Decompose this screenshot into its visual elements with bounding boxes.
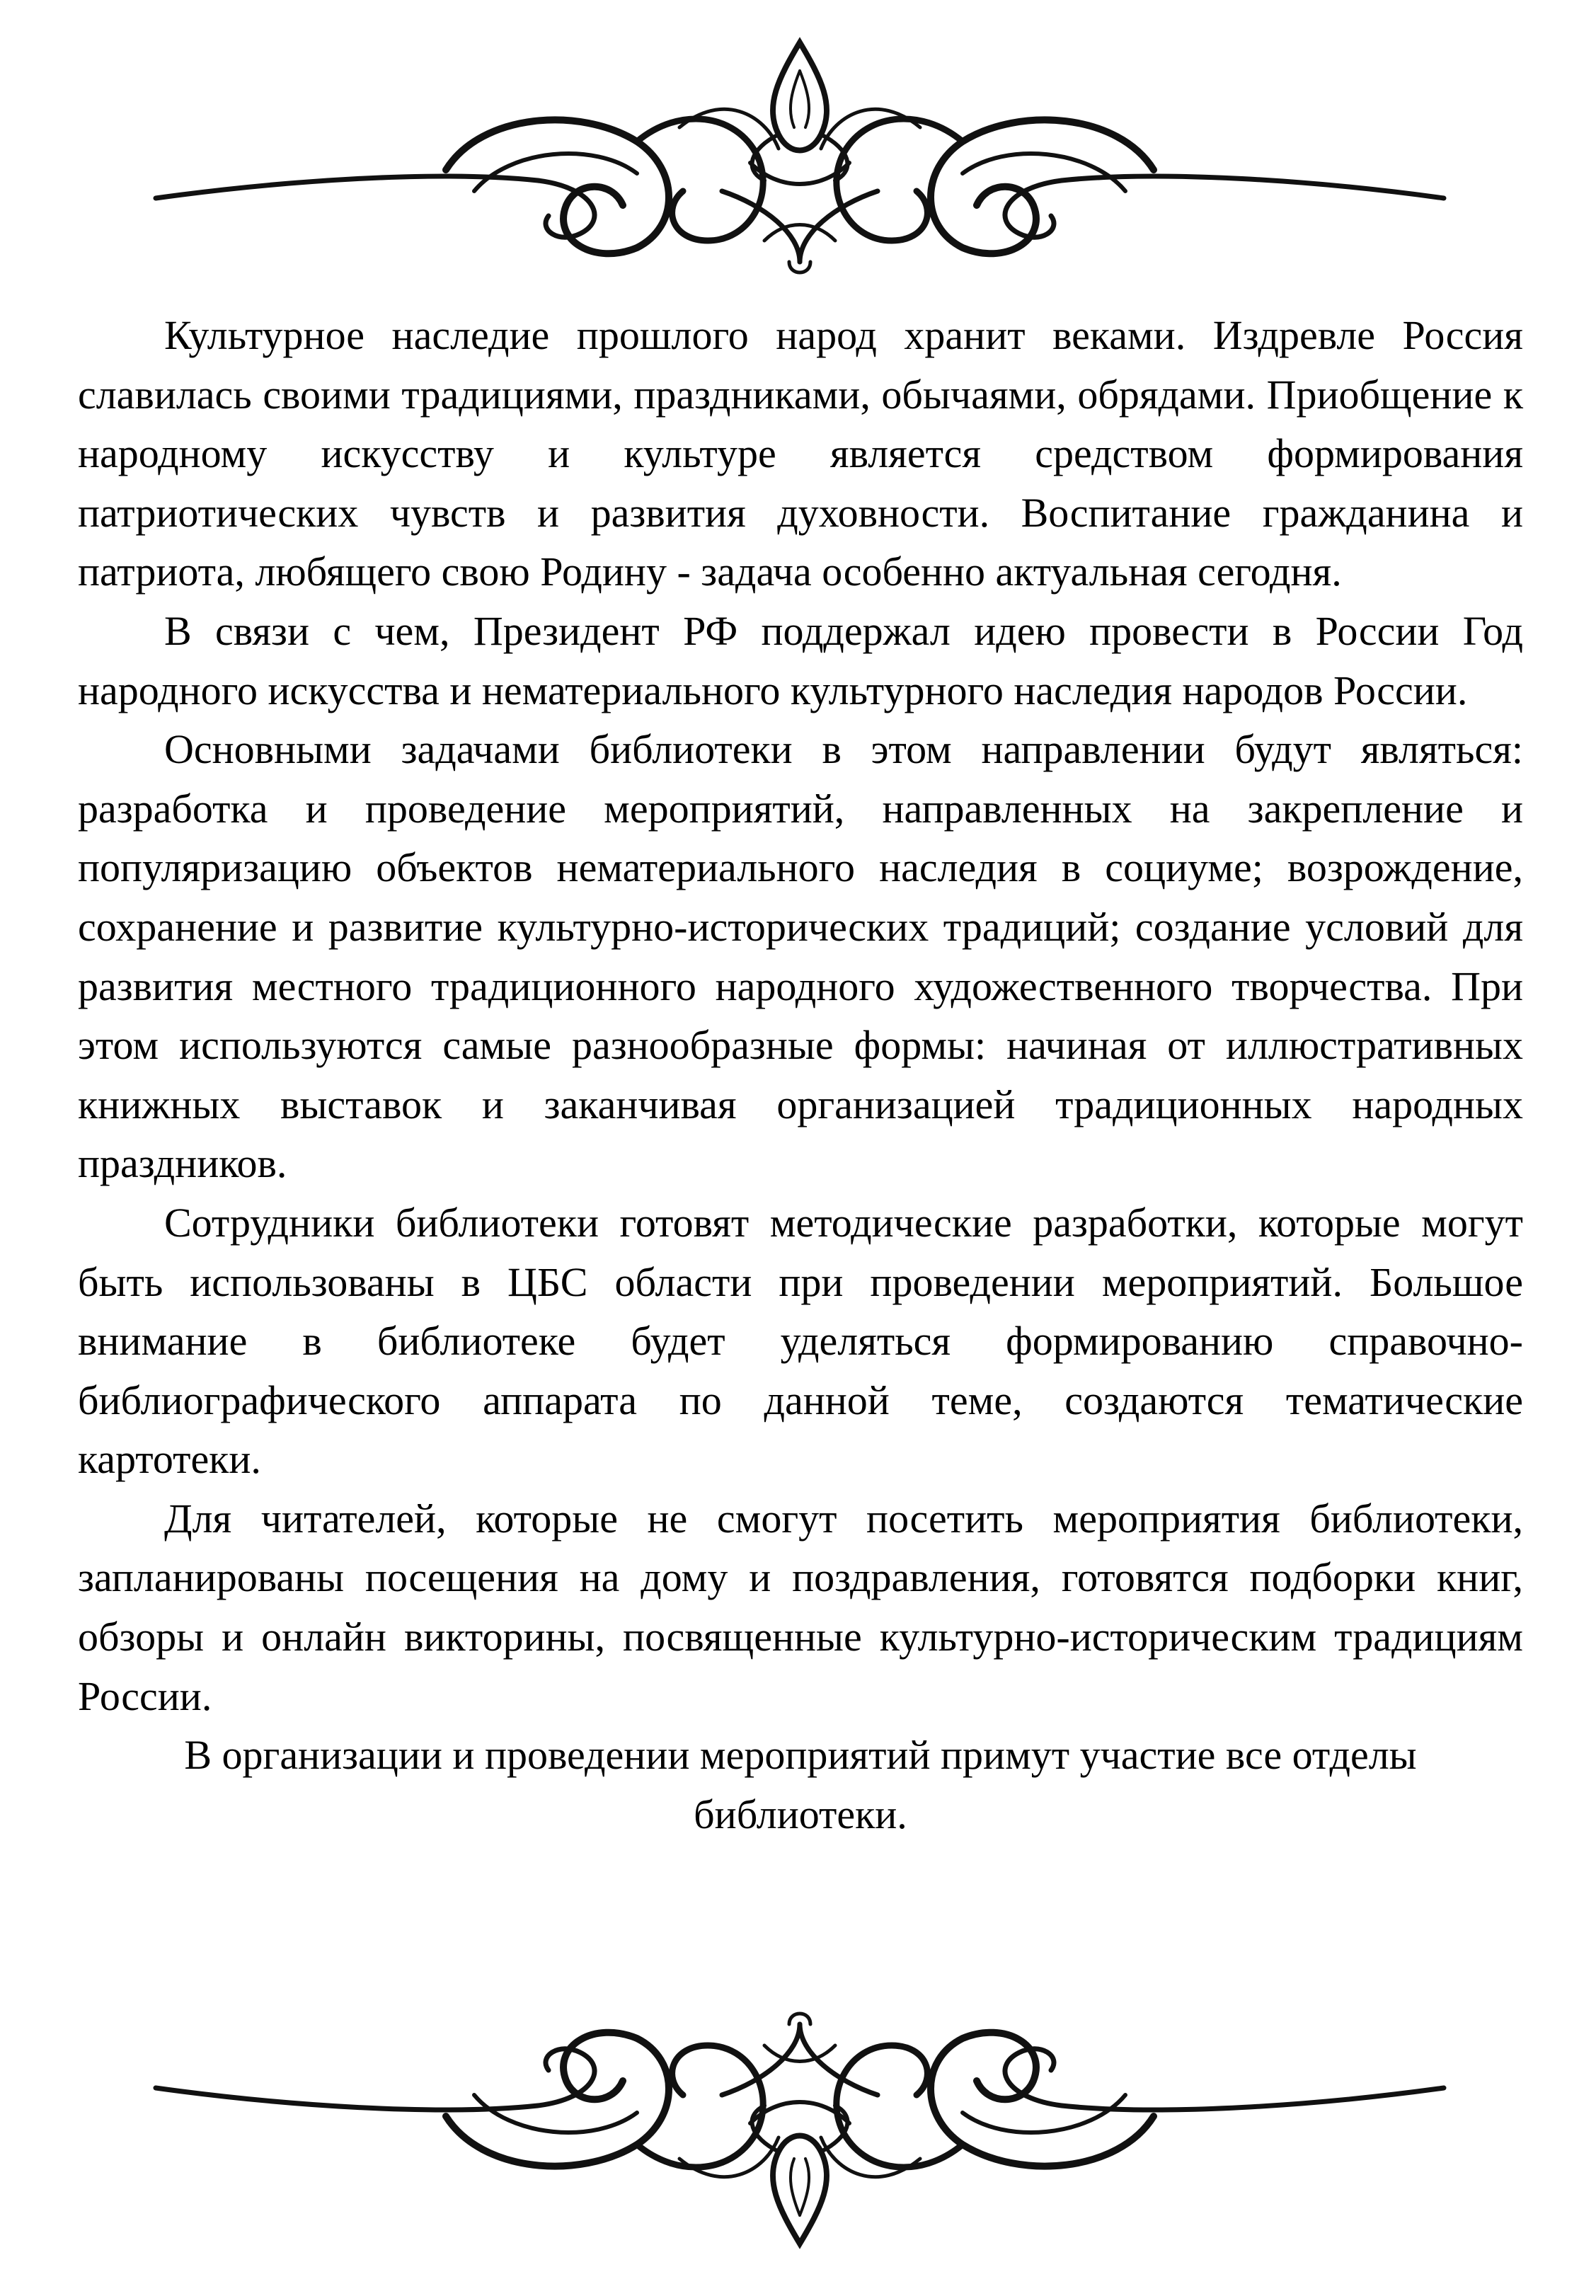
paragraph-2: В связи с чем, Президент РФ поддержал идею провести в России Год народного искусства и нематериального культурного наследия народов России. — [78, 607, 1523, 713]
closing-paragraph: В организации и проведении мероприятий примут участие все отделы библиотеки. — [184, 1732, 1417, 1837]
paragraph-1: Культурное наследие прошлого народ хранит веками. Издревле Россия славилась своими традициями, праздниками, обычаями, обрядами. Приобщение к народному искусству и культуре является средством формирования патриотических чувств и развития духовности. Воспитание гражданина и патриота, любящего свою Родину - задача особенно актуальная сегодня. — [78, 312, 1523, 595]
paragraph-3: Основными задачами библиотеки в этом направлении будут являться: разработка и проведение мероприятий, направленных на закрепление и популяризацию объектов нематериального наследия в социуме; возрождение, сохранение и развитие культурно-исторических традиций; создание условий для развития местного традиционного народного художественного творчества. При этом используются самые разнообразные формы: начиная от иллюстративных книжных выставок и заканчивая организацией традиционных народных праздников. — [78, 726, 1523, 1187]
paragraph-4: Сотрудники библиотеки готовят методические разработки, которые могут быть использованы в ЦБС области при проведении мероприятий. Большое внимание в библиотеке будет уделяться формированию справочно-библиографического аппарата по данной теме, создаются тематические картотеки. — [78, 1199, 1523, 1483]
flourish-graphic — [142, 28, 1458, 283]
paragraph-5: Для читателей, которые не смогут посетить мероприятия библиотеки, запланированы посещения на дому и поздравления, готовятся подборки книг, обзоры и онлайн викторины, посвященные культурно-историческим традициям России. — [78, 1495, 1523, 1719]
bottom-flourish-icon — [142, 2003, 1458, 2258]
top-flourish-icon — [142, 28, 1458, 283]
flourish-graphic — [142, 2003, 1458, 2258]
article-body — [78, 306, 1523, 1844]
